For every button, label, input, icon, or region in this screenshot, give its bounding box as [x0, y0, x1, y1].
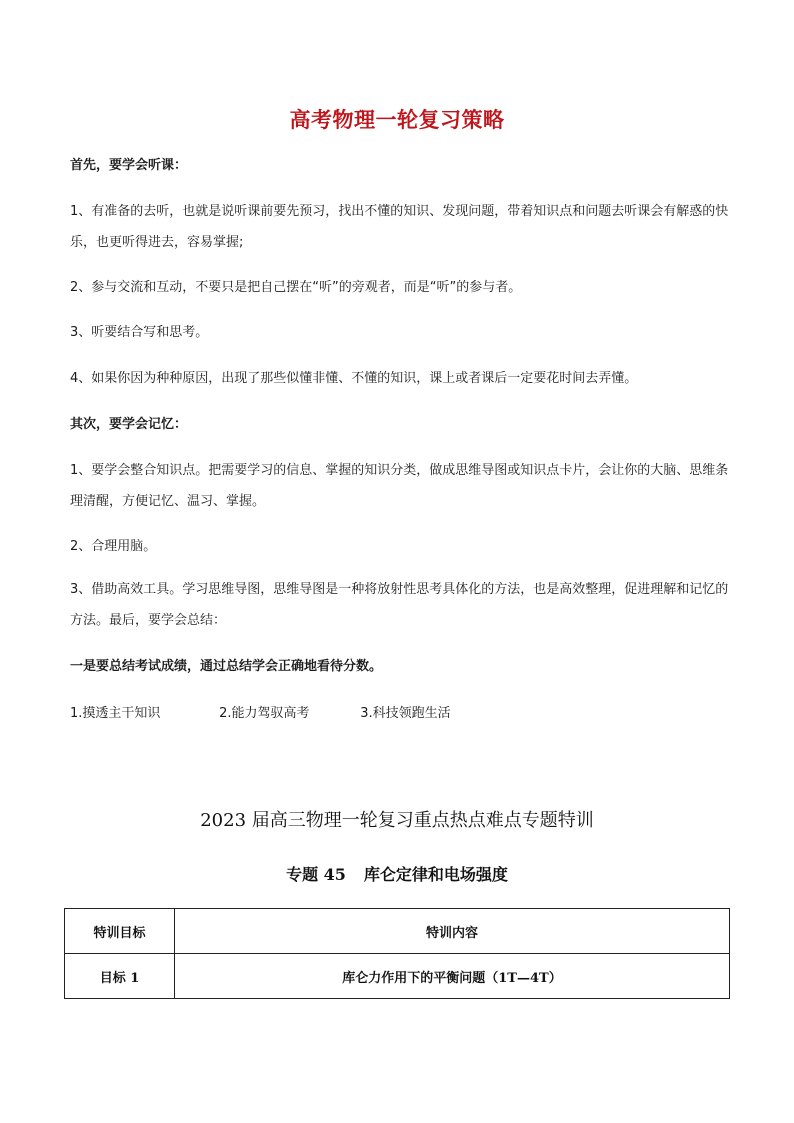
- table-header-cell: 特训目标: [65, 909, 175, 954]
- list-item: 2、参与交流和互动，不要只是把自己摆在“听”的旁观者，而是“听”的参与者。: [70, 280, 522, 295]
- topic-item: 1.摸透主干知识: [70, 706, 161, 721]
- table-row: [65, 954, 730, 999]
- list-item: 3、借助高效工具。学习思维导图，思维导图是一种将放射性思考具体化的方法，也是高效整理，促进理解和记忆的方法。最后，要学会总结：: [70, 582, 729, 628]
- list-item: 1、有准备的去听，也就是说听课前要先预习，找出不懂的知识、发现问题，带着知识点和问题去听课会有解惑的快乐，也更听得进去，容易掌握;: [70, 204, 729, 250]
- section-heading-memory: 其次，要学会记忆：: [70, 417, 188, 432]
- list-item: 3、听要结合写和思考。: [70, 325, 209, 340]
- table-cell: 目标 1: [65, 954, 175, 999]
- table-header-row: [65, 909, 730, 954]
- list-item: 2、合理用脑。: [70, 539, 157, 554]
- section-heading-listening: 首先，要学会听课：: [70, 158, 188, 173]
- table-cell: 库仑力作用下的平衡问题（1T—4T）: [175, 954, 730, 999]
- list-item: 1、要学会整合知识点。把需要学习的信息、掌握的知识分类，做成思维导图或知识点卡片，会让你的大脑、思维条理清醒，方便记忆、温习、掌握。: [70, 463, 729, 509]
- series-title: 2023 届高三物理一轮复习重点热点难点专题特训: [200, 810, 594, 831]
- topic-number: 专题 45: [286, 865, 346, 884]
- summary-statement: 一是要总结考试成绩，通过总结学会正确地看待分数。: [70, 659, 383, 674]
- topic-item: 2.能力驾驭高考: [219, 706, 310, 721]
- table-header-cell: 特训内容: [175, 909, 730, 954]
- topic-list: [70, 698, 451, 729]
- page-title: 高考物理一轮复习策略: [289, 108, 505, 132]
- topic-item: 3.科技领跑生活: [360, 706, 451, 721]
- topic-title: [0, 862, 794, 885]
- list-item: 4、如果你因为种种原因，出现了那些似懂非懂、不懂的知识，课上或者课后一定要花时间去弄懂。: [70, 371, 638, 386]
- topic-name: 库仑定律和电场强度: [363, 865, 508, 884]
- training-table: [64, 908, 730, 999]
